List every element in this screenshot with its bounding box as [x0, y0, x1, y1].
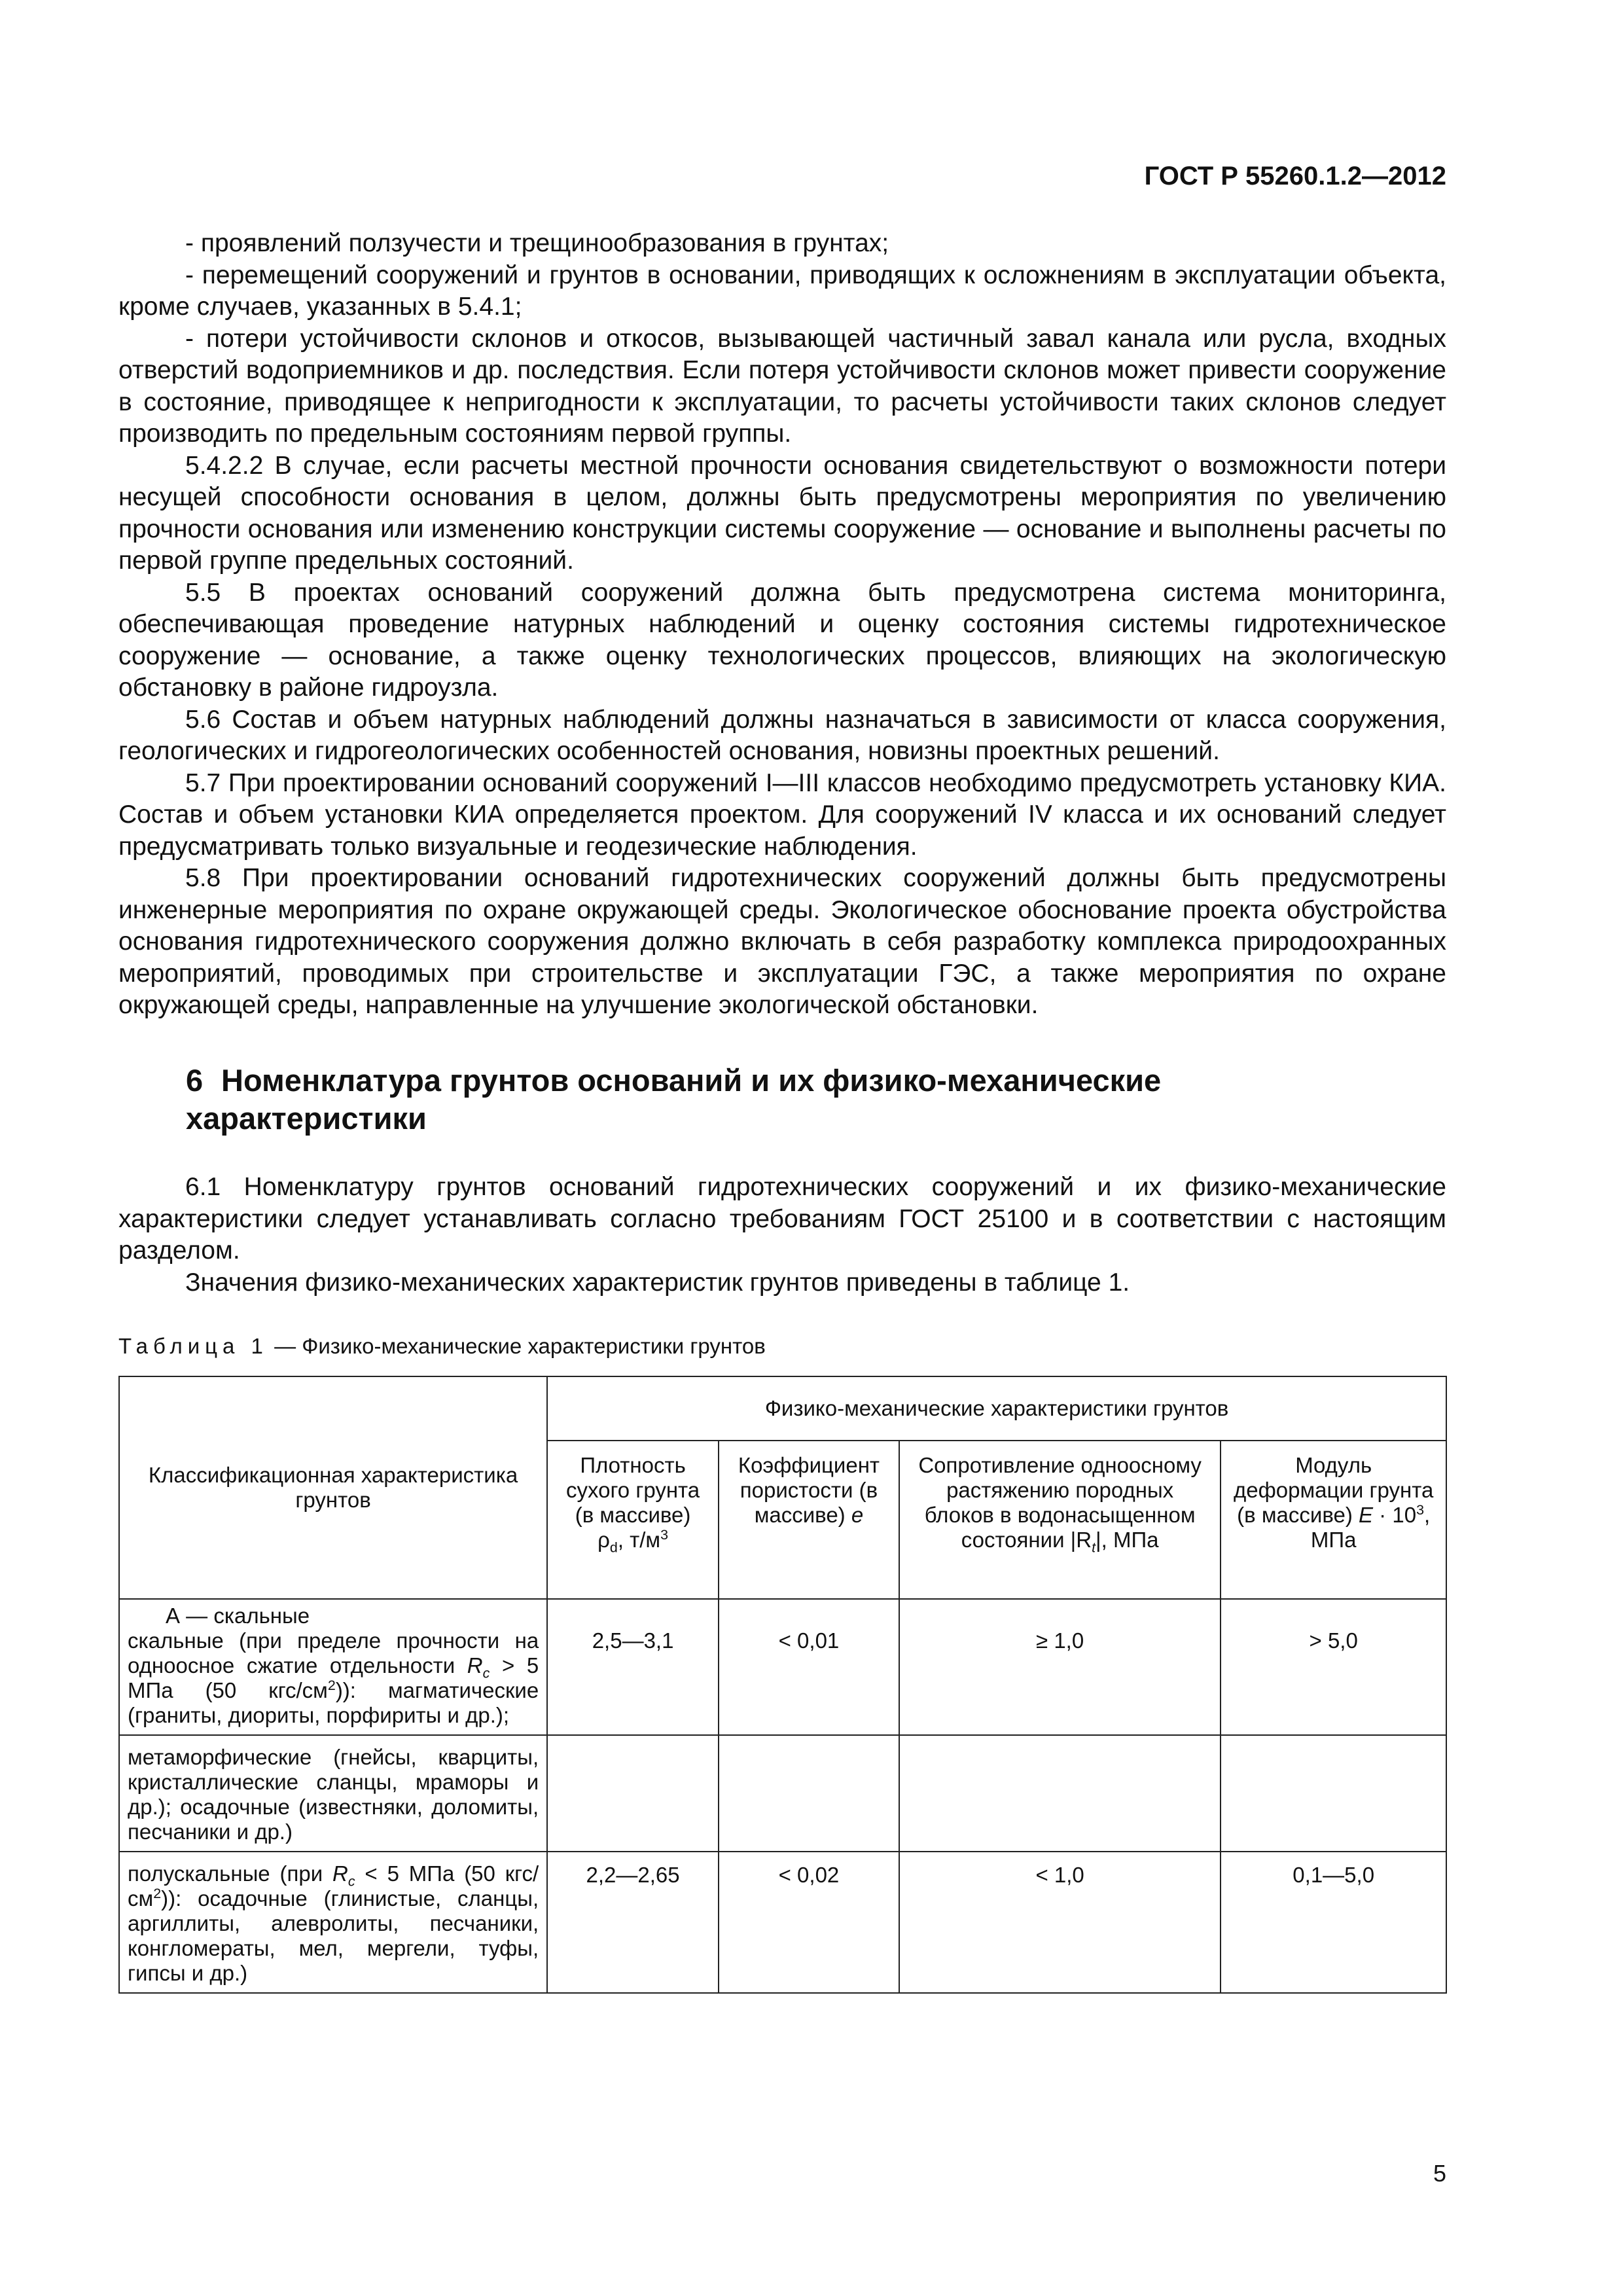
paragraph: 5.8 При проектировании оснований гидротехнических сооружений должны быть предусмотрены инженерные мероприятия по охране окружающей среды. Экологическое обоснование проекта обустройства основания гидротехнического сооружения должно включать в себя разработку комплекса природоохранных мероприятий, проводимых при строительстве и эксплуатации ГЭС, а также мероприятия по охране окружающей среды, направленные на улучшение экологической обстановки. — [118, 864, 1446, 1019]
table-caption-label: Таблица 1 — [118, 1334, 268, 1358]
soil-characteristics-table — [118, 1376, 1447, 1994]
row1-resistance: ≥ 1,0 — [899, 1599, 1221, 1735]
body-text — [118, 228, 1446, 1022]
paragraph: 6.1 Номенклатуру грунтов оснований гидротехнических сооружений и их физико-механические характеристики следует устанавливать согласно требованиям ГОСТ 25100 и в соответствии с настоящим разделом. — [118, 1173, 1446, 1265]
row1-group: А — скальные — [166, 1604, 310, 1628]
table-caption — [118, 1334, 766, 1359]
paragraph: 5.4.2.2 В случае, если расчеты местной прочности основания свидетельствуют о возможности потери несущей способности основания в целом, должны быть предусмотрены мероприятия по увеличению прочности основания или изменению конструкции системы сооружение — основание и выполнены расчеты по первой группе предельных состояний. — [118, 451, 1446, 575]
paragraph: - проявлений ползучести и трещинообразования в грунтах; — [185, 229, 889, 257]
section-title-line2: характеристики — [186, 1101, 427, 1136]
page-number: 5 — [1433, 2160, 1446, 2187]
table-row — [119, 1735, 1446, 1852]
row1-porosity: < 0,01 — [719, 1599, 899, 1735]
section-number: 6 — [186, 1063, 204, 1098]
header-porosity: Коэффициент пористости (в массиве) e — [719, 1441, 899, 1599]
table-row — [119, 1599, 1446, 1735]
row2-modulus — [1221, 1735, 1446, 1852]
row3-density: 2,2—2,65 — [547, 1852, 719, 1993]
paragraph: Значения физико-механических характеристик грунтов приведены в таблице 1. — [185, 1268, 1130, 1297]
row2-porosity — [719, 1735, 899, 1852]
header-density: Плотность сухого грунта (в массиве) $\rho_d$, $т/м^3$ — [547, 1441, 719, 1599]
standard-number: ГОСТ Р 55260.1.2—2012 — [1144, 162, 1446, 190]
section-title-line1: Номенклатура грунтов оснований и их физико-механические — [221, 1063, 1162, 1098]
header-classification: Классификационная характеристика грунтов — [119, 1376, 547, 1599]
header-group: Физико-механические характеристики грунтов — [547, 1376, 1446, 1441]
row3-modulus: 0,1—5,0 — [1221, 1852, 1446, 1993]
section-body — [118, 1172, 1446, 1299]
table-row — [119, 1852, 1446, 1993]
row1-modulus: > 5,0 — [1221, 1599, 1446, 1735]
header-resistance: Сопротивление одноосному растяжению породных блоков в водонасыщенном состоянии $|R_t|$, МПа — [899, 1441, 1221, 1599]
paragraph: 5.6 Состав и объем натурных наблюдений должны назначаться в зависимости от класса сооружения, геологических и гидрогеологических особенностей основания, новизны проектных решений. — [118, 705, 1446, 765]
section-title — [186, 1062, 1298, 1138]
table-caption-text: — Физико-механические характеристики грунтов — [274, 1334, 766, 1358]
paragraph: - потери устойчивости склонов и откосов, вызывающей частичный завал канала или русла, входных отверстий водоприемников и др. последствия. Если потеря устойчивости склонов может привести сооружение в состояние, приводящее к непригодности к эксплуатации, то расчеты устойчивости таких склонов следует производить по предельным состояниям первой группы. — [118, 324, 1446, 448]
row3-resistance: < 1,0 — [899, 1852, 1221, 1993]
row2-classification: метаморфические (гнейсы, кварциты, кристаллические сланцы, мраморы и др.); осадочные (известняки, доломиты, песчаники и др.) — [119, 1735, 547, 1852]
paragraph: 5.5 В проектах оснований сооружений должна быть предусмотрена система мониторинга, обеспечивающая проведение натурных наблюдений и оценку состояния системы гидротехническое сооружение — основание, а также оценку технологических процессов, влияющих на экологическую обстановку в районе гидроузла. — [118, 578, 1446, 702]
header-modulus: Модуль деформации грунта (в массиве) $E \cdot 10^3$, МПа — [1221, 1441, 1446, 1599]
row2-resistance — [899, 1735, 1221, 1852]
row1-classification: А — скальные скальные (при пределе прочности на одноосное сжатие отдельности $R_c > 5$ МПа (50 кгс/$см^2$)): магматические (граниты, диориты, порфириты и др.); — [119, 1599, 547, 1735]
paragraph: - перемещений сооружений и грунтов в основании, приводящих к осложнениям в эксплуатации объекта, кроме случаев, указанных в 5.4.1; — [118, 260, 1446, 321]
row3-classification: полускальные (при $R_c < 5$ МПа (50 кгс/$см^2$)): осадочные (глинистые, сланцы, аргиллиты, алевролиты, песчаники, конгломераты, мел, мергели, туфы, гипсы и др.) — [119, 1852, 547, 1993]
row3-porosity: < 0,02 — [719, 1852, 899, 1993]
row2-density — [547, 1735, 719, 1852]
density-unit: $\rho_d$, $т/м^3$ — [597, 1527, 669, 1556]
paragraph: 5.7 При проектировании оснований сооружений I—III классов необходимо предусмотреть установку КИА. Состав и объем установки КИА определяется проектом. Для сооружений IV класса и их оснований следует предусматривать только визуальные и геодезические наблюдения. — [118, 768, 1446, 861]
row1-density: 2,5—3,1 — [547, 1599, 719, 1735]
